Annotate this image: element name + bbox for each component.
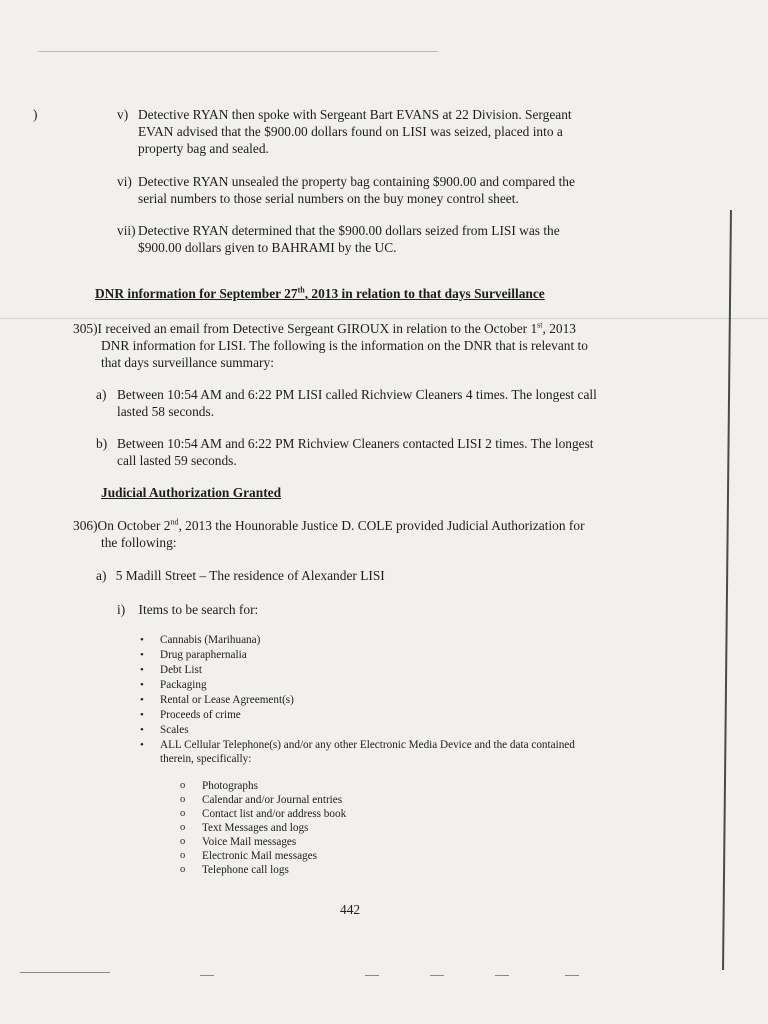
paragraph-line: DNR information for LISI. The following is the information on the DNR that is relevant to (101, 338, 588, 353)
paragraph-line-end: , 2013 (542, 321, 576, 336)
bullet-glyph: • (140, 679, 144, 691)
sub-bullet-glyph: o (180, 780, 186, 791)
sub-list-item: Voice Mail messages (202, 836, 297, 848)
scan-bottom-dash (365, 975, 379, 976)
bullet-glyph: • (140, 649, 144, 661)
list-item: Rental or Lease Agreement(s) (160, 694, 294, 706)
list-item: ALL Cellular Telephone(s) and/or any other Electronic Media Device and the data contained (160, 739, 575, 751)
item-marker: a) (96, 568, 107, 583)
item-line: serial numbers to those serial numbers on the buy money control sheet. (138, 191, 519, 206)
sub-list-item: Contact list and/or address book (202, 808, 347, 820)
sub-bullet-glyph: o (180, 864, 186, 875)
item-line: Detective RYAN determined that the $900.00 dollars seized from LISI was the (138, 223, 560, 238)
sub-list-item: Telephone call logs (202, 864, 289, 876)
bullet-glyph: • (140, 694, 144, 706)
paragraph-number: 306) (73, 518, 98, 533)
dnr-item-a (96, 386, 636, 419)
paragraph-305 (73, 320, 653, 370)
sub-list-item: Photographs (202, 780, 258, 792)
sub-bullet-glyph: o (180, 808, 186, 819)
bullet-glyph: • (140, 739, 144, 751)
paragraph-line: that days surveillance summary: (101, 355, 274, 370)
scan-bottom-dash (495, 975, 509, 976)
item-line: EVAN advised that the $900.00 dollars found on LISI was seized, placed into a (138, 124, 563, 139)
list-item: Scales (160, 724, 189, 736)
list-item: Cannabis (Marihuana) (160, 634, 261, 646)
bullet-glyph: • (140, 724, 144, 736)
items-to-search-heading (117, 601, 258, 618)
paragraph-line-end: , 2013 the Hounorable Justice D. COLE provided Judicial Authorization for (178, 518, 585, 533)
item-v (117, 106, 677, 156)
item-marker: v) (117, 107, 129, 122)
item-marker: vii) (117, 223, 136, 238)
list-item: Proceeds of crime (160, 709, 241, 721)
paragraph-sup: nd (170, 517, 179, 527)
paragraph-line: the following: (101, 535, 177, 550)
item-vi (117, 173, 677, 206)
paragraph-line: I received an email from Detective Sergeant GIROUX in relation to the October 1 (97, 321, 538, 336)
dnr-heading (95, 286, 545, 302)
sub-list-item: Text Messages and logs (202, 822, 309, 834)
scan-bottom-dash (20, 972, 110, 973)
search-location-item (96, 567, 385, 584)
sub-bullet-glyph: o (180, 794, 186, 805)
judicial-heading: Judicial Authorization Granted (101, 485, 282, 500)
scan-top-rule (38, 51, 438, 52)
item-marker: b) (96, 436, 108, 451)
paragraph-line: On October 2 (97, 518, 171, 533)
item-marker: vi) (117, 174, 132, 189)
sub-bullet-glyph: o (180, 836, 186, 847)
item-line: lasted 58 seconds. (117, 404, 215, 419)
sub-list-item: Electronic Mail messages (202, 850, 317, 862)
dnr-heading-text: DNR information for September 27 (95, 286, 298, 301)
item-line: Between 10:54 AM and 6:22 PM LISI called Richview Cleaners 4 times. The longest call (117, 387, 597, 402)
sub-bullet-glyph: o (180, 850, 186, 861)
item-line: call lasted 59 seconds. (117, 453, 237, 468)
item-line: Detective RYAN then spoke with Sergeant Bart EVANS at 22 Division. Sergeant (138, 107, 572, 122)
bullet-glyph: • (140, 709, 144, 721)
list-item: Packaging (160, 679, 207, 691)
paragraph-number: 305) (73, 321, 98, 336)
page-number: 442 (340, 902, 361, 917)
item-marker: a) (96, 387, 107, 402)
scan-bottom-dash (200, 975, 214, 976)
item-text: Items to be search for: (138, 602, 259, 617)
item-vii (117, 222, 677, 255)
sub-bullet-glyph: o (180, 822, 186, 833)
margin-mark: ) (33, 107, 38, 122)
bullet-glyph: • (140, 634, 144, 646)
dnr-heading-text-end: , 2013 in relation to that days Surveillance (304, 286, 545, 301)
paragraph-306 (73, 517, 653, 550)
scan-bottom-dash (430, 975, 444, 976)
paragraph-sup: st (537, 320, 543, 330)
scan-bottom-dash (565, 975, 579, 976)
list-item-continuation: therein, specifically: (160, 753, 252, 765)
item-line: Detective RYAN unsealed the property bag containing $900.00 and compared the (138, 174, 575, 189)
list-item: Drug paraphernalia (160, 649, 247, 661)
item-text: 5 Madill Street – The residence of Alexander LISI (115, 568, 385, 583)
item-line: Between 10:54 AM and 6:22 PM Richview Cleaners contacted LISI 2 times. The longest (117, 436, 594, 451)
sub-list-item: Calendar and/or Journal entries (202, 794, 343, 806)
scan-fold-line (0, 318, 768, 319)
dnr-item-b (96, 435, 636, 468)
item-marker: i) (117, 602, 126, 617)
item-line: property bag and sealed. (138, 141, 269, 156)
bullet-glyph: • (140, 664, 144, 676)
list-item: Debt List (160, 664, 202, 676)
item-line: $900.00 dollars given to BAHRAMI by the UC. (138, 240, 397, 255)
scan-right-edge-line (722, 210, 732, 970)
dnr-heading-sup: th (297, 285, 305, 295)
